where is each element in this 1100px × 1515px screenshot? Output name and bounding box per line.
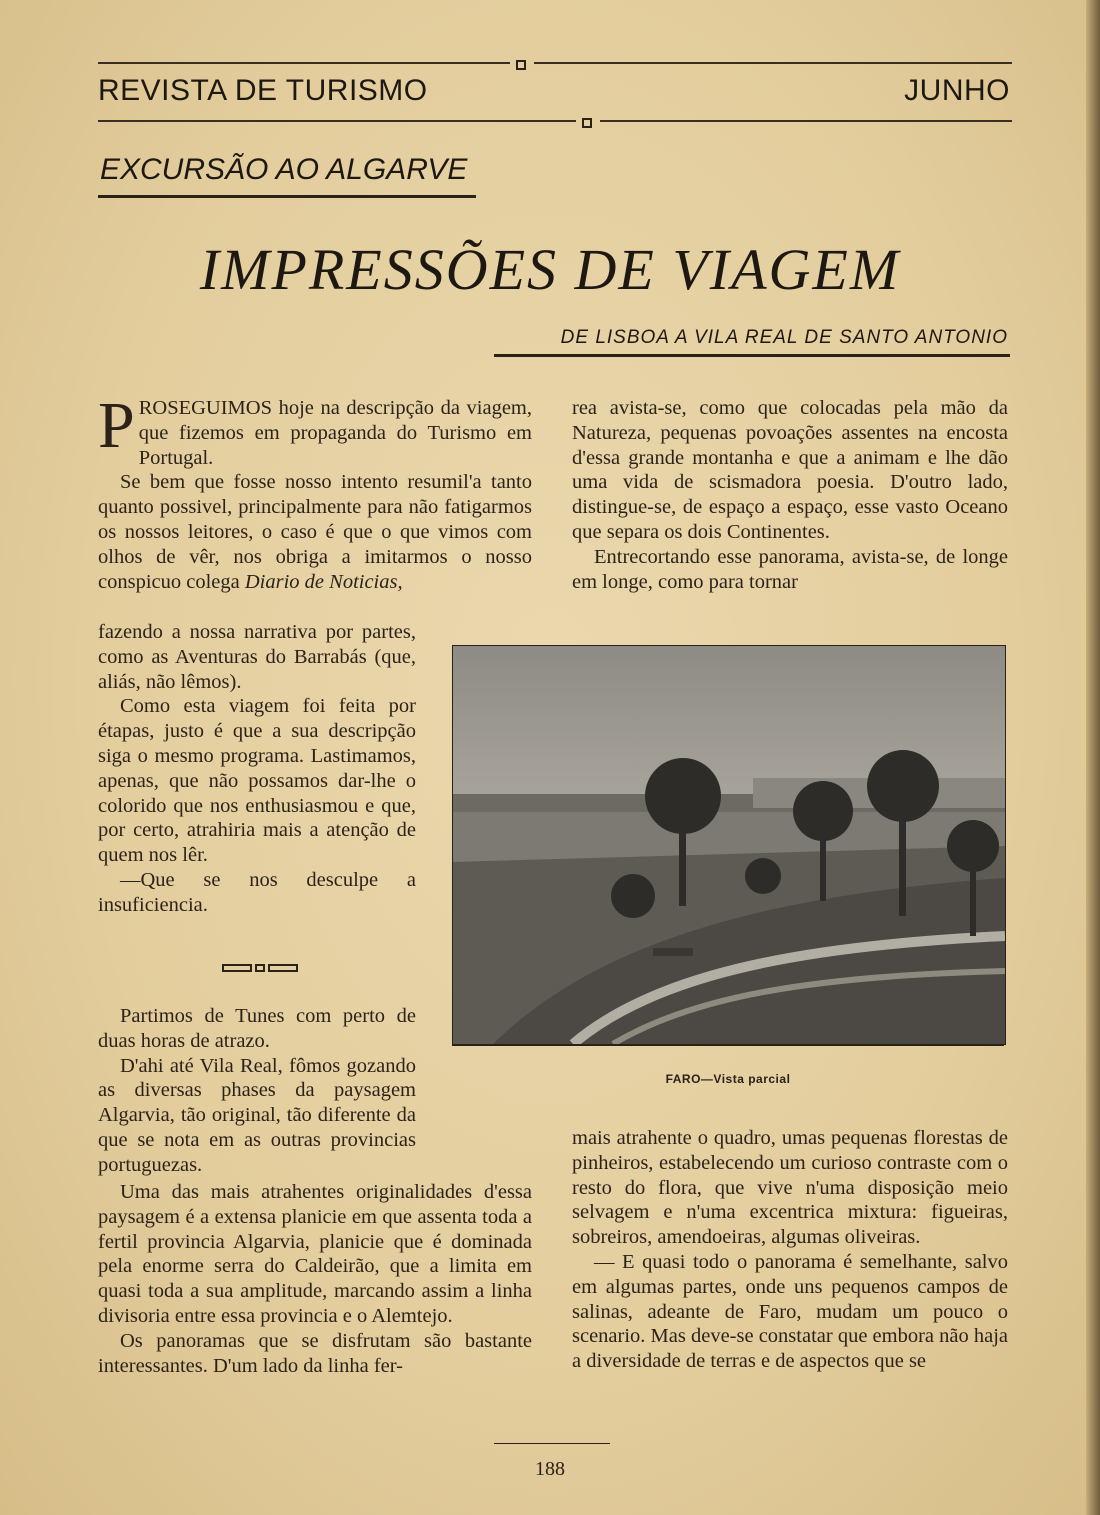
issue-month: JUNHO xyxy=(904,74,1010,107)
column-left-top xyxy=(98,389,532,594)
column-left-narrow-2 xyxy=(98,1004,416,1178)
lead-word: ROSEGUIMOS xyxy=(138,397,272,419)
paragraph-8: Os panoramas que se disfrutam são bastante interessantes. D'um lado da linha fer- xyxy=(98,1329,532,1377)
page-number: 188 xyxy=(535,1458,565,1480)
section-divider-ornament xyxy=(222,962,302,974)
right-paragraph-3: mais atrahente o quadro, umas pequenas florestas de pinheiros, estabelecendo um curioso contraste com o resto do flora, que vive n'uma disposição meio selvagem e n'uma excentrica mixtura: figueiras, sobreiros, amendoeiras, algumas oliveiras. xyxy=(572,1127,1008,1249)
paragraph-6: D'ahi até Vila Real, fômos gozando as diversas phases da paysagem Algarvia, tão original, tão diferente da que se nota em as outras provincias portuguezas. xyxy=(98,1054,416,1176)
header-ornament-box xyxy=(516,60,526,70)
paragraph-7: Uma das mais atrahentes originalidades d'essa paysagem é a extensa planicie em que assenta toda a fertil provincia Algarvia, planicie que é dominada pela enorme serra do Caldeirão, que a limita em quasi toda a sua amplitude, marcando assim a linha divisoria entre essa provincia e o Alemtejo. xyxy=(98,1181,532,1327)
right-paragraph-2: Entrecortando esse panorama, avista-se, de longe em longe, como para tornar xyxy=(572,545,1008,593)
paragraph-1: hoje na descripção da viagem, que fizemos em propaganda do Turismo em Portugal. xyxy=(138,397,532,469)
column-left-narrow xyxy=(98,620,416,918)
header-rule-bottom-right xyxy=(600,120,1012,122)
column-right-top xyxy=(572,396,1008,594)
right-paragraph-4: — E quasi todo o panorama é semelhante, salvo em algumas partes, onde uns pequenos campos de salinas, adeante de Faro, mudam um pouco o scenario. Mas deve-se constatar que embora não haja a diversidade de terras e de aspectos que se xyxy=(572,1250,1009,1373)
header-rule-top-right xyxy=(534,62,1012,64)
header-ornament-box-2 xyxy=(582,118,592,128)
publication-name: REVISTA DE TURISMO xyxy=(98,74,428,107)
newspaper-name: Diario de Noticias, xyxy=(244,570,403,593)
right-paragraph-1: rea avista-se, como que colocadas pela mão da Natureza, pequenas povoações assentes na encosta d'essa grande montanha e que a animam e lhe dão uma vida de scismadora poesia. D'outro lado, distingue-se, de espaço a espaço, esse vasto Oceano que separa os dois Continentes. xyxy=(572,397,1008,543)
photo-bottom-rule xyxy=(452,1044,1004,1046)
paragraph-2a: Se bem que fosse nosso intento resumil'a tanto quanto possivel, principalmente para não fatigarmos os nossos leitores, o caso é que o que vimos com olhos de vêr, nos obriga a imitarmos o nosso conspicuo colega xyxy=(98,471,532,593)
drop-cap: P xyxy=(98,389,135,462)
faro-photograph xyxy=(452,645,1006,1045)
paragraph-3: Como esta viagem foi feita por étapas, justo é que a sua descripção siga o mesmo programa. Lastimamos, apenas, que não possamos dar-lhe o colorido que nos enthusiasmou e que, por certo, atrahiria mais a atenção de quem nos lêr. xyxy=(98,695,416,867)
article-subtitle: DE LISBOA A VILA REAL DE SANTO ANTONIO xyxy=(560,327,1008,348)
column-left-bottom xyxy=(98,1180,532,1378)
subtitle-rule xyxy=(494,354,1010,357)
paragraph-5: Partimos de Tunes com perto de duas horas de atrazo. xyxy=(98,1005,416,1052)
paragraph-2b: fazendo a nossa narrativa por partes, como as Aventuras do Barrabás (que, aliás, não lêmos). xyxy=(98,621,416,693)
photo-caption: FARO—Vista parcial xyxy=(665,1072,791,1086)
paragraph-4: —Que se nos desculpe a insuficiencia. xyxy=(98,868,416,916)
footer-rule xyxy=(494,1443,610,1444)
header-rule-bottom xyxy=(98,120,576,122)
faro-photo-illustration xyxy=(453,646,1005,1044)
article-title: IMPRESSÕES DE VIAGEM xyxy=(199,237,901,302)
page-spine-shadow xyxy=(1086,0,1100,1515)
column-right-bottom xyxy=(572,1126,1008,1374)
section-underline xyxy=(98,195,476,198)
header-rule-top xyxy=(98,62,510,64)
section-title: EXCURSÃO AO ALGARVE xyxy=(100,153,468,186)
